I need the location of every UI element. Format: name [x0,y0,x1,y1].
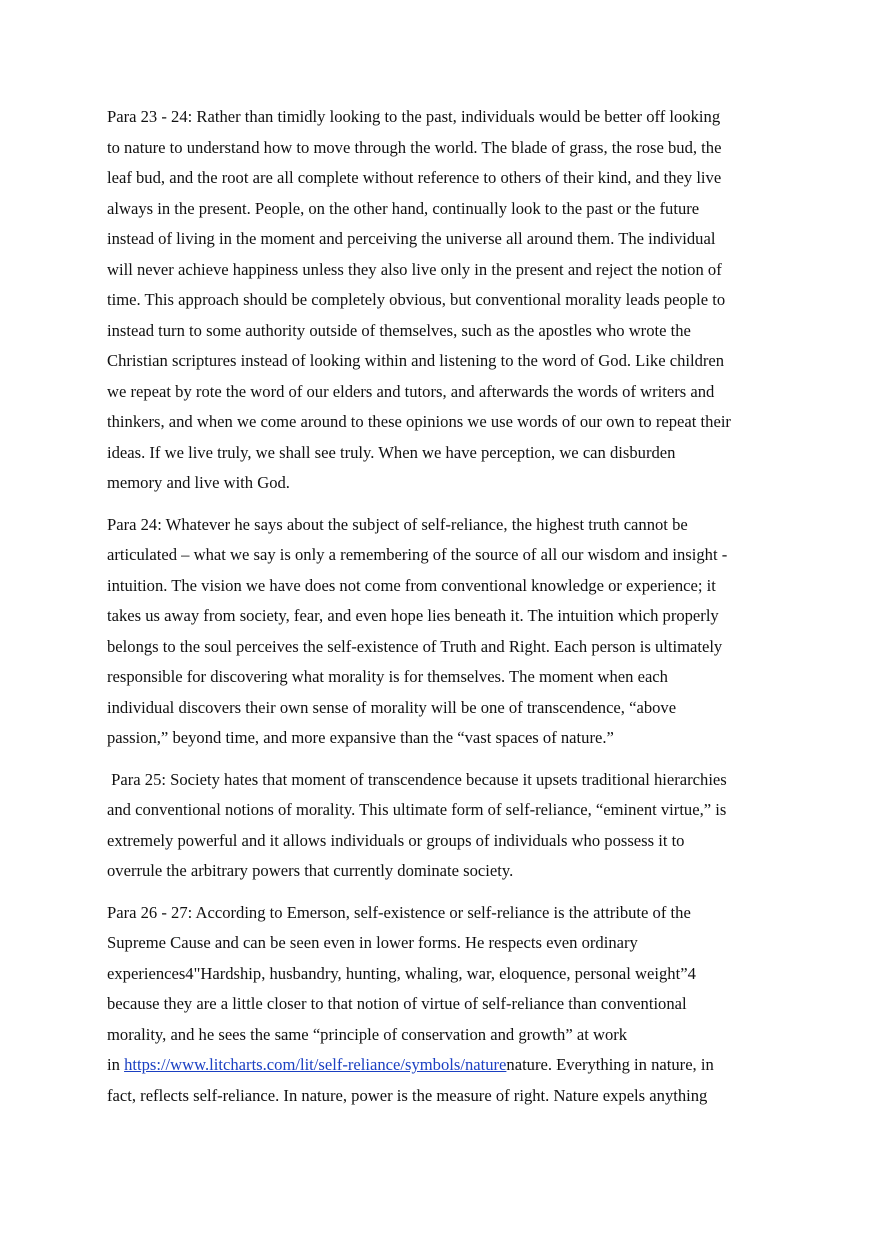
text-line: morality, and he sees the same “principle of conservation and growth” at work [107,1024,628,1044]
link-prefix-text: in [107,1055,125,1074]
text-line: instead of living in the moment and perceiving the universe all around them. The individual [107,229,716,248]
text-line: overrule the arbitrary powers that currently dominate society. [107,861,514,880]
text-line: articulated – what we say is only a remembering of the source of all our wisdom and insight - [107,545,728,564]
link-suffix-text: nature. Everything in nature, in [506,1055,714,1074]
paragraph-para-23-24 [107,102,777,499]
text-line: takes us away from society, fear, and even hope lies beneath it. The intuition which properly [107,606,719,625]
text-line: to nature to understand how to move through the world. The blade of grass, the rose bud, the [107,137,722,157]
text-line: extremely powerful and it allows individuals or groups of individuals who possess it to [107,830,685,850]
text-line: time. This approach should be completely obvious, but conventional morality leads people to [107,290,726,309]
text-line: thinkers, and when we come around to these opinions we use words of our own to repeat their [107,412,731,431]
text-line: belongs to the soul perceives the self-existence of Truth and Right. Each person is ultimately [107,636,723,656]
paragraph-para-25 [107,765,777,887]
text-line: instead turn to some authority outside of themselves, such as the apostles who wrote the [107,320,691,340]
text-line: Para 25: Society hates that moment of transcendence because it upsets traditional hierarchies [107,769,727,789]
text-line: always in the present. People, on the other hand, continually look to the past or the future [107,198,700,218]
text-line: leaf bud, and the root are all complete without reference to others of their kind, and they live [107,168,722,187]
text-line: Supreme Cause and can be seen even in lower forms. He respects even ordinary [107,933,638,952]
text-line: and conventional notions of morality. This ultimate form of self-reliance, “eminent virtue,” is [107,800,727,819]
text-line-with-link [107,1050,777,1081]
text-line: Christian scriptures instead of looking within and listening to the word of God. Like children [107,351,725,370]
text-line: experiences4"Hardship, husbandry, hunting, whaling, war, eloquence, personal weight”4 [107,963,696,983]
paragraph-para-24 [107,510,777,754]
litcharts-nature-link[interactable]: https://www.litcharts.com/lit/self-reliance/symbols/nature [124,1055,507,1074]
text-line: we repeat by rote the word of our elders and tutors, and afterwards the words of writers and [107,381,715,401]
text-line: individual discovers their own sense of morality will be one of transcendence, “above [107,697,677,717]
text-line: ideas. If we live truly, we shall see truly. When we have perception, we can disburden [107,442,676,462]
text-line: responsible for discovering what morality is for themselves. The moment when each [107,667,668,686]
text-line: will never achieve happiness unless they also live only in the present and reject the notion of [107,259,722,279]
text-line: Para 24: Whatever he says about the subject of self-reliance, the highest truth cannot be [107,514,688,534]
paragraph-para-26-27 [107,898,777,1112]
text-line: intuition. The vision we have does not come from conventional knowledge or experience; it [107,575,716,595]
text-line: passion,” beyond time, and more expansive than the “vast spaces of nature.” [107,728,614,747]
text-line: Para 26 - 27: According to Emerson, self-existence or self-reliance is the attribute of the [107,902,691,922]
text-line: Para 23 - 24: Rather than timidly looking to the past, individuals would be better off looking [107,107,721,126]
text-line: fact, reflects self-reliance. In nature, power is the measure of right. Nature expels anything [107,1085,708,1105]
document-body [107,102,777,1122]
text-line: because they are a little closer to that notion of virtue of self-reliance than conventional [107,994,687,1013]
text-line: memory and live with God. [107,473,290,492]
